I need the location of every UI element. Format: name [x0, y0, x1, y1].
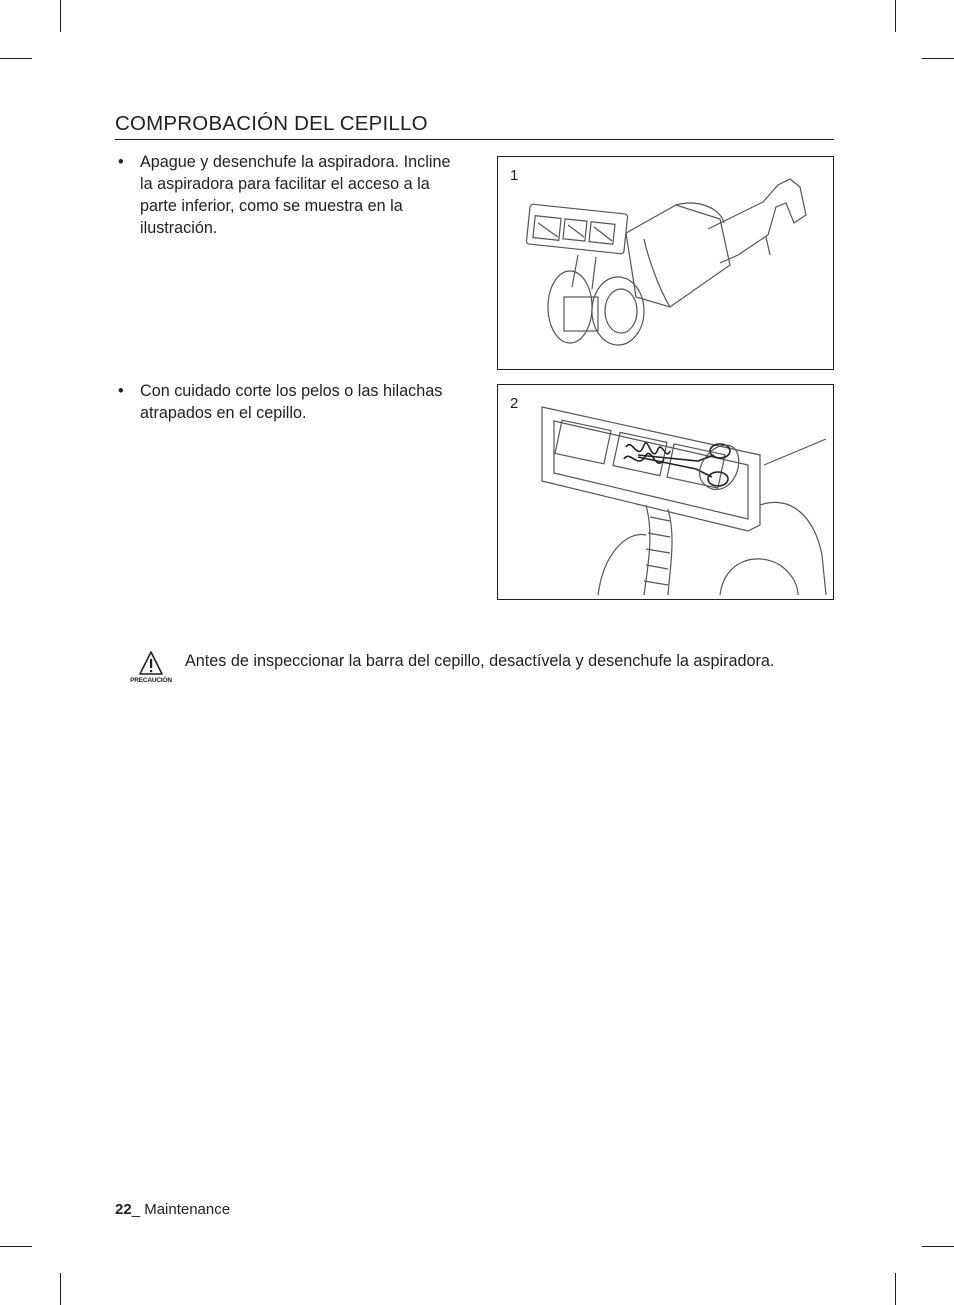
bullet-marker: •	[118, 382, 124, 400]
footer-section: _ Maintenance	[131, 1201, 231, 1218]
page-title: COMPROBACIÓN DEL CEPILLO	[115, 112, 428, 135]
brush-cutting-illustration	[498, 385, 834, 600]
crop-mark	[922, 58, 954, 59]
page-number: 22	[115, 1201, 132, 1218]
step-2-body: Con cuidado corte los pelos o las hilachas atrapados en el cepillo.	[140, 382, 443, 422]
figure-1	[497, 156, 834, 370]
figure-1-number: 1	[510, 167, 519, 184]
crop-mark	[895, 0, 896, 32]
crop-mark	[60, 0, 61, 32]
crop-mark	[60, 1273, 61, 1305]
step-1-body: Apague y desenchufe la aspiradora. Incline la aspiradora para facilitar el acceso a la parte inferior, como se muestra en la ilustración.	[140, 153, 451, 237]
crop-mark	[922, 1246, 954, 1247]
caution-icon-block	[128, 650, 174, 690]
step-1-text	[118, 151, 463, 239]
vacuum-tilted-illustration	[498, 157, 834, 370]
figure-2	[497, 384, 834, 600]
crop-mark	[895, 1273, 896, 1305]
title-underline	[115, 139, 834, 140]
crop-mark	[0, 58, 32, 59]
caution-label: PRECAUCIÓN	[130, 677, 172, 684]
crop-mark	[0, 1246, 32, 1247]
caution-text: Antes de inspeccionar la barra del cepillo, desactívela y desenchufe la aspiradora.	[185, 652, 775, 670]
bullet-marker: •	[118, 153, 124, 171]
figure-2-number: 2	[510, 395, 519, 412]
page-footer	[115, 1201, 230, 1218]
step-2-text	[118, 380, 463, 424]
warning-triangle-icon	[128, 650, 174, 678]
